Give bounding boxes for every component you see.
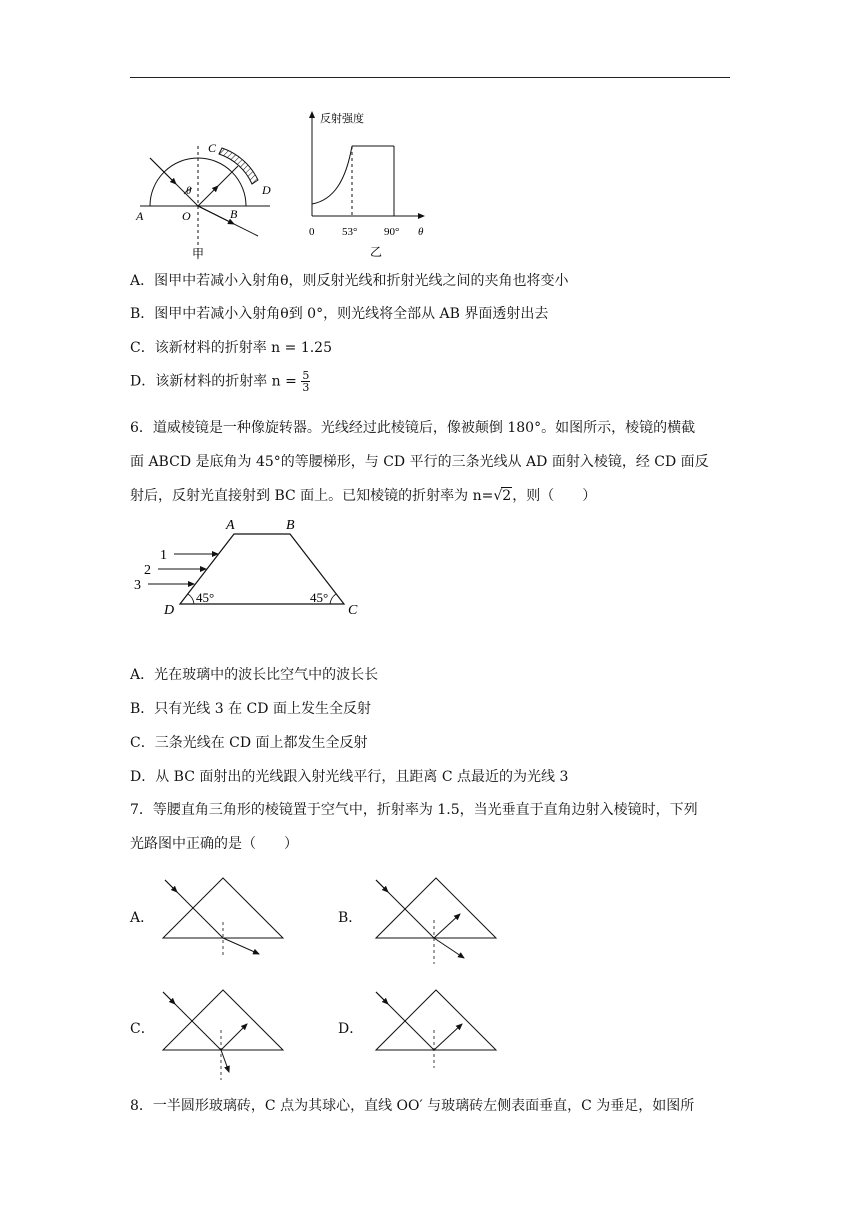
q6-option-c-label: C． bbox=[130, 735, 155, 751]
q7-figure-b bbox=[368, 870, 508, 970]
q6-stem-line3: 射后，反射光直接射到 BC 面上。已知棱镜的折射率为 n=√2，则（ ） bbox=[130, 488, 597, 504]
q5-option-d-fraction bbox=[301, 370, 310, 393]
jia-caption: 甲 bbox=[192, 247, 205, 261]
q5-option-b-label: B． bbox=[130, 306, 155, 322]
figure-jia bbox=[130, 130, 290, 265]
yi-xvar: θ bbox=[418, 226, 424, 238]
q6-option-a-text: 光在玻璃中的波长比空气中的波长长 bbox=[154, 667, 379, 683]
fraction-denominator: 3 bbox=[302, 381, 310, 394]
figure-yi bbox=[300, 104, 440, 264]
figure-dove-prism bbox=[130, 512, 370, 622]
yi-ylabel: 反射强度 bbox=[320, 112, 364, 125]
prism-ray-3: 3 bbox=[134, 578, 141, 593]
q6-option-b-text: 只有光线 3 在 CD 面上发生全反射 bbox=[154, 701, 371, 717]
prism-ray-2: 2 bbox=[144, 563, 151, 578]
q5-option-a-label: A． bbox=[130, 273, 155, 289]
q5-option-d bbox=[130, 370, 310, 393]
q7-figure-a bbox=[155, 870, 295, 960]
q7-option-b-label: B． bbox=[338, 910, 363, 926]
q5-option-a bbox=[130, 270, 569, 290]
q6-stem-line3-a: 射后，反射光直接射到 BC 面上。已知棱镜的折射率为 n= bbox=[130, 488, 494, 504]
q6-sqrt-value: 2 bbox=[502, 488, 512, 504]
q6-stem-line2: 面 ABCD 是底角为 45°的等腰梯形，与 CD 平行的三条光线从 AD 面射入棱镜，经 CD 面反 bbox=[130, 454, 709, 470]
q5-option-a-text: 图甲中若减小入射角θ，则反射光线和折射光线之间的夹角也将变小 bbox=[154, 273, 569, 289]
q7-stem-line1: 7．等腰直角三角形的棱镜置于空气中，折射率为 1.5，当光垂直于直角边射入棱镜时，下列 bbox=[130, 802, 698, 818]
q7-stem-line2: 光路图中正确的是（ ） bbox=[130, 836, 298, 852]
yi-tick-90: 90° bbox=[384, 226, 400, 238]
header-rule bbox=[130, 77, 730, 78]
q5-option-c-label: C． bbox=[130, 340, 155, 356]
jia-label-O: O bbox=[182, 209, 191, 223]
q5-option-d-text: 该新材料的折射率 n = bbox=[155, 373, 297, 390]
q6-option-d-text: 从 BC 面射出的光线跟入射光线平行，且距离 C 点最近的为光线 3 bbox=[155, 769, 569, 785]
prism-ray-1: 1 bbox=[160, 548, 167, 563]
fraction-numerator: 5 bbox=[302, 369, 310, 382]
jia-label-B: B bbox=[230, 207, 238, 221]
q6-option-a bbox=[130, 664, 378, 684]
yi-tick-53: 53° bbox=[342, 226, 358, 238]
prism-label-C: C bbox=[348, 603, 358, 618]
q7-option-d-label: D． bbox=[338, 1021, 364, 1037]
jia-label-theta: θ bbox=[186, 185, 192, 197]
q6-option-c-text: 三条光线在 CD 面上都发生全反射 bbox=[154, 735, 368, 751]
q6-option-a-label: A． bbox=[130, 667, 155, 683]
jia-label-C: C bbox=[208, 141, 217, 155]
q7-figure-d bbox=[368, 982, 508, 1072]
q6-option-b-label: B． bbox=[130, 701, 155, 717]
q6-option-d bbox=[130, 766, 568, 786]
q7-option-c-label: C． bbox=[130, 1021, 155, 1037]
q5-option-b-text: 图甲中若减小入射角θ到 0°，则光线将全部从 AB 界面透射出去 bbox=[154, 306, 549, 322]
yi-caption: 乙 bbox=[370, 245, 383, 259]
q5-option-c-text: 该新材料的折射率 n = 1.25 bbox=[154, 340, 332, 356]
jia-label-A: A bbox=[136, 209, 144, 223]
prism-angle-right: 45° bbox=[310, 590, 329, 605]
prism-label-A: A bbox=[226, 518, 235, 533]
q5-option-b bbox=[130, 303, 548, 323]
q6-option-c bbox=[130, 732, 368, 752]
prism-label-D: D bbox=[164, 603, 175, 618]
q6-option-d-label: D． bbox=[130, 769, 156, 785]
q6-stem-line1: 6．道威棱镜是一种像旋转器。光线经过此棱镜后，像被颠倒 180°。如图所示，棱镜的横截 bbox=[130, 420, 696, 436]
prism-label-B: B bbox=[286, 518, 295, 533]
jia-label-D: D bbox=[262, 183, 271, 197]
q7-option-a-label: A． bbox=[130, 910, 155, 926]
q6-option-b bbox=[130, 698, 371, 718]
q7-figure-c bbox=[155, 982, 295, 1082]
q6-stem-line3-b: ，则（ ） bbox=[512, 488, 597, 504]
q5-option-c bbox=[130, 337, 332, 357]
yi-tick-0: 0 bbox=[309, 226, 315, 238]
q8-stem-line1: 8．一半圆形玻璃砖，C 点为其球心，直线 OO′ 与玻璃砖左侧表面垂直，C 为垂足，如图所 bbox=[130, 1098, 695, 1114]
prism-angle-left: 45° bbox=[196, 590, 215, 605]
q5-option-d-label: D． bbox=[130, 373, 156, 390]
